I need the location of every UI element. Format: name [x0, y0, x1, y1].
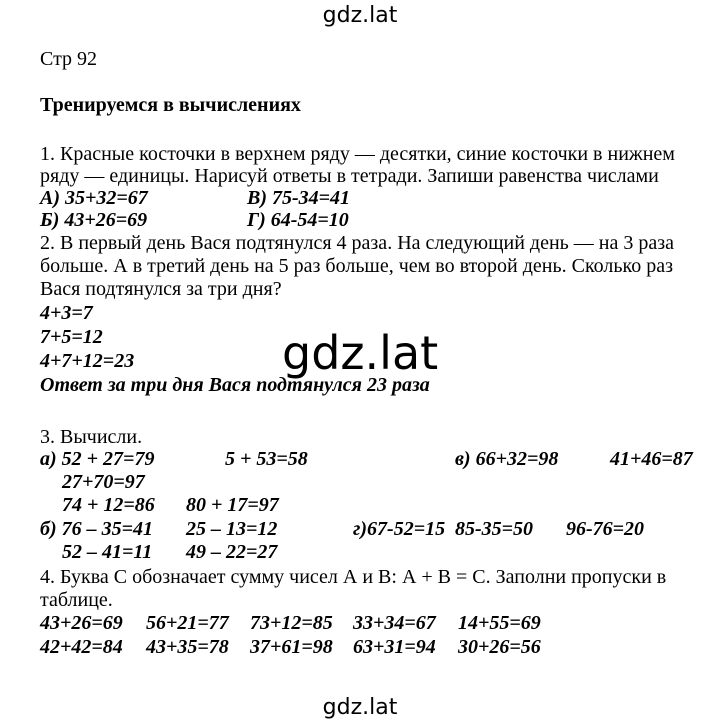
task4-row2-cell5: 30+26=56 — [458, 636, 541, 658]
task3-g1: г)67-52=15 — [353, 518, 446, 540]
task3-b3: 52 – 41=11 — [62, 541, 153, 563]
task3-g2: 85-35=50 — [455, 518, 534, 540]
page-label: Стр 92 — [40, 48, 98, 70]
task1-answer-a: А) 35+32=67 — [40, 187, 148, 209]
task1-answer-v: В) 75-34=41 — [247, 187, 351, 209]
task3-a5: 80 + 17=97 — [186, 494, 279, 516]
watermark-top: gdz.lat — [322, 3, 398, 28]
watermark-bottom: gdz.lat — [322, 695, 398, 720]
task3-v2: 41+46=87 — [610, 448, 693, 470]
task3-title: 3. Вычисли. — [40, 426, 143, 448]
task4-row2-cell4: 63+31=94 — [353, 636, 436, 658]
task3-b2: 25 – 13=12 — [186, 518, 278, 540]
task4-text-line2: таблице. — [40, 589, 113, 611]
section-heading: Тренируемся в вычислениях — [40, 94, 301, 116]
task2-text-line1: 2. В первый день Вася подтянулся 4 раза. На следующий день — на 3 раза — [40, 232, 675, 254]
task2-step2: 7+5=12 — [40, 326, 103, 348]
task2-text-line2: больше. А в третий день на 5 раз больше, чем во второй день. Сколько раз — [40, 255, 673, 277]
task3-g3: 96-76=20 — [566, 518, 645, 540]
task1-text-line1: 1. Красные косточки в верхнем ряду — десятки, синие косточки в нижнем — [40, 143, 675, 165]
task4-row1-cell1: 43+26=69 — [40, 612, 123, 634]
task4-row1-cell2: 56+21=77 — [146, 612, 229, 634]
task2-step1: 4+3=7 — [40, 302, 93, 324]
task3-a4: 74 + 12=86 — [62, 494, 155, 516]
task3-v1: в) 66+32=98 — [455, 448, 559, 470]
task2-step3: 4+7+12=23 — [40, 350, 135, 372]
task3-b1: б) 76 – 35=41 — [40, 518, 154, 540]
task3-a3: 27+70=97 — [62, 471, 145, 493]
task1-text-line2: ряду — единицы. Нарисуй ответы в тетради. Запиши равенства числами — [40, 165, 659, 187]
task4-row2-cell3: 37+61=98 — [250, 636, 333, 658]
task2-text-line3: Вася подтянулся за три дня? — [40, 278, 282, 300]
task4-row2-cell1: 42+42=84 — [40, 636, 123, 658]
task4-row1-cell4: 33+34=67 — [353, 612, 436, 634]
task1-answer-g: Г) 64-54=10 — [247, 209, 349, 231]
task3-a1: а) 52 + 27=79 — [40, 448, 155, 470]
task4-text-line1: 4. Буква С обозначает сумму чисел А и В: А + В = С. Заполни пропуски в — [40, 566, 667, 588]
task4-row2-cell2: 43+35=78 — [146, 636, 229, 658]
task2-answer: Ответ за три дня Вася подтянулся 23 раза — [40, 374, 430, 396]
task3-a2: 5 + 53=58 — [225, 448, 308, 470]
task4-row1-cell3: 73+12=85 — [250, 612, 333, 634]
watermark-center: gdz.lat — [282, 326, 439, 380]
task3-b4: 49 – 22=27 — [186, 541, 278, 563]
task4-row1-cell5: 14+55=69 — [458, 612, 541, 634]
task1-answer-b: Б) 43+26=69 — [40, 209, 148, 231]
